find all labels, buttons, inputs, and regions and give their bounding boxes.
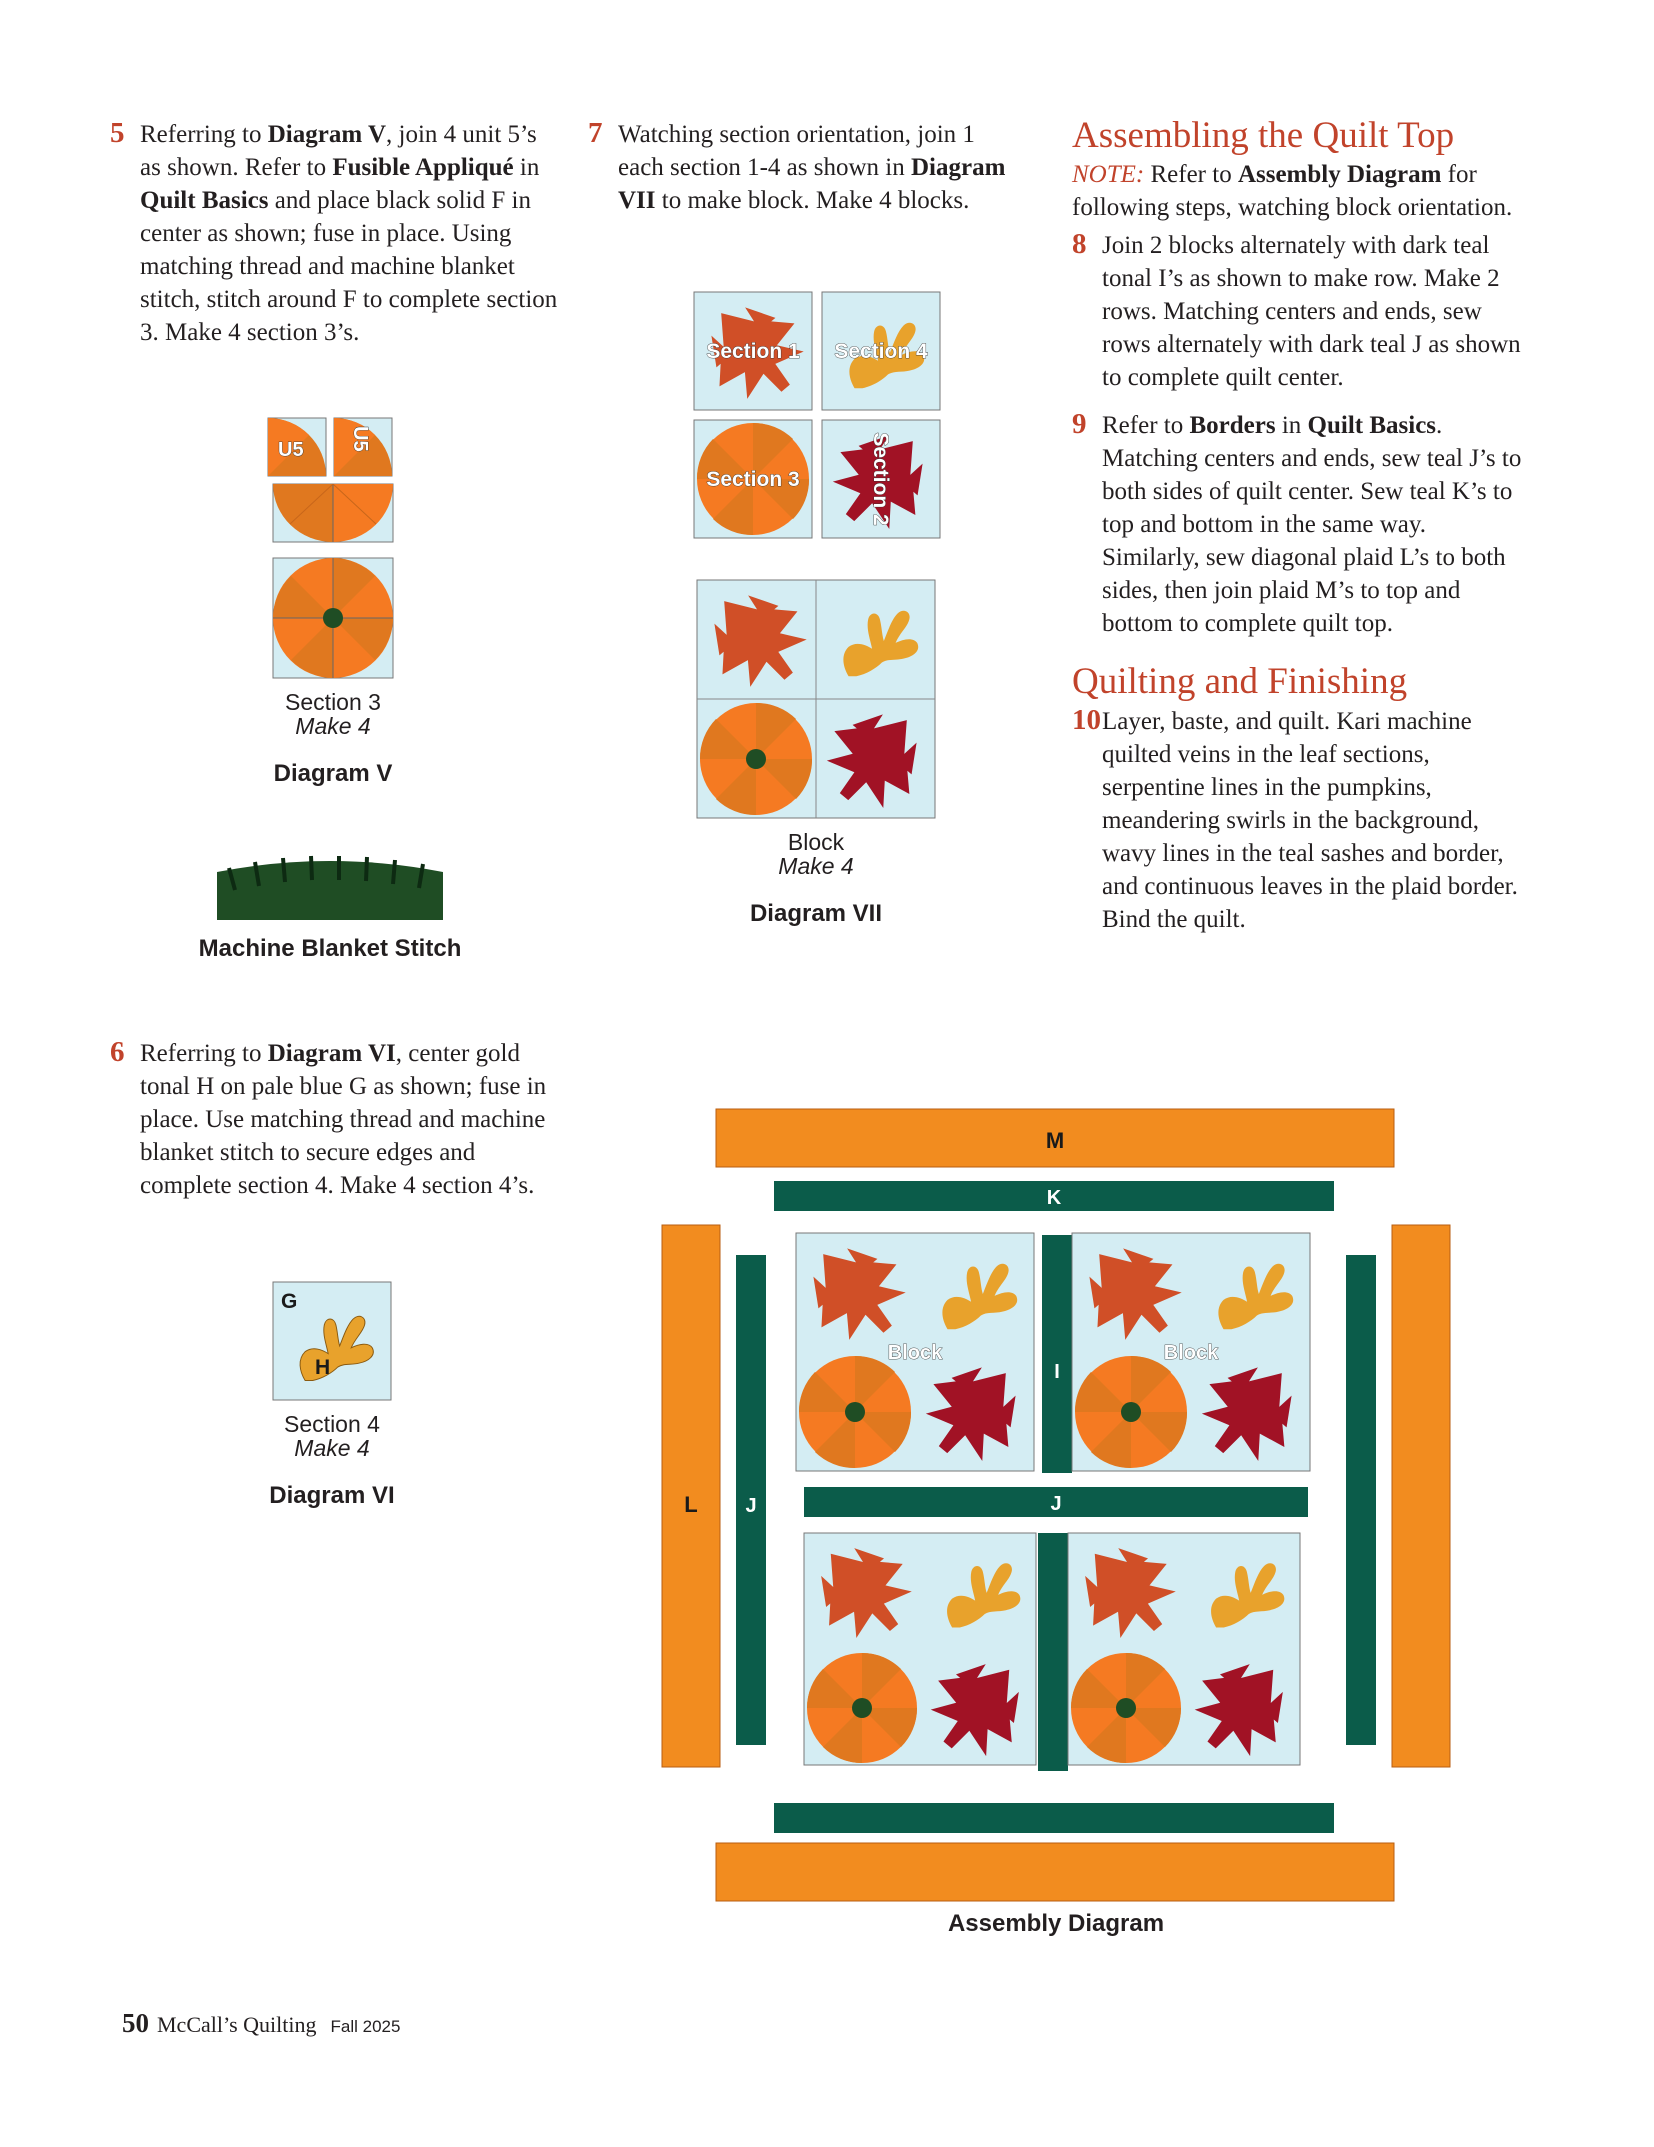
heading-assembling: Assembling the Quilt Top (1072, 115, 1455, 156)
section-2 (812, 410, 951, 549)
label-j: J (745, 1495, 757, 1517)
step-8: 8 Join 2 blocks alternately with dark teal tonal I’s as shown to make row. Make 2 rows. Matching centers and ends, sew rows alternately with dark teal J as shown to complete quilt center. (1072, 228, 1521, 391)
unit-5-left (268, 418, 326, 476)
step-number: 8 (1072, 228, 1087, 260)
diagram-title: Diagram VI (269, 1482, 395, 1509)
border-l-right (1392, 1225, 1450, 1767)
diagram-vi-caption (232, 1412, 432, 1510)
section-label: Section 3 (706, 468, 800, 491)
border-m-bottom (716, 1843, 1394, 1901)
border-k-bottom (774, 1803, 1334, 1833)
diagram-v-caption (233, 690, 433, 788)
unit-label: U5 (278, 439, 304, 461)
page-number: 50 (122, 2008, 149, 2038)
blanket-stitch-caption: Machine Blanket Stitch (198, 935, 462, 962)
quilt-block (1058, 1523, 1310, 1776)
step-number: 7 (588, 117, 603, 149)
label-l: L (684, 1492, 698, 1517)
block-label: Block (1163, 1342, 1219, 1364)
unit-pair-bottom (273, 484, 393, 542)
section-label: Section 1 (706, 340, 800, 363)
diagram-vii-sections (694, 292, 944, 542)
step-7: 7 Watching section orientation, join 1 each section 1-4 as shown in Diagram VII to make block. Make 4 blocks. (588, 117, 1006, 214)
center-circle (323, 608, 343, 628)
diagram-vi (273, 1282, 391, 1400)
diagram-vii-caption (716, 830, 916, 928)
sash-i-top (1042, 1235, 1072, 1473)
diagram-title: Diagram VII (749, 900, 883, 927)
label-h: H (315, 1356, 331, 1379)
step-6: 6 Referring to Diagram VI, center gold tonal H on pale blue G as shown; fuse in place. Use matching thread and machine blanket stitch to secure edges and complete section 4. Make 4 section 4’s. (110, 1036, 547, 1199)
section-title: Section 3 (285, 689, 381, 715)
quilt-block (786, 1222, 1044, 1480)
heading-quilting: Quilting and Finishing (1072, 661, 1408, 702)
issue-date: Fall 2025 (330, 2017, 401, 2036)
section-1 (684, 281, 823, 420)
step-10: 10Layer, baste, and quilt. Kari machine quilted veins in the leaf sections, serpentine lines in the pumpkins, meandering swirls in the background, wavy lines in the teal sashes and border, and continuous leaves in the plaid border. Bind the quilt. (1072, 704, 1518, 933)
step-number: 6 (110, 1036, 125, 1068)
magazine-name: McCall’s Quilting (157, 2012, 317, 2037)
label-g: G (281, 1290, 298, 1313)
assembly-diagram-caption: Assembly Diagram (947, 1910, 1165, 1937)
diagram-title: Diagram V (273, 760, 393, 787)
step-number: 9 (1072, 408, 1087, 440)
make-count: Make 4 (295, 713, 371, 739)
border-j-right (1346, 1255, 1376, 1745)
section-label: Section 2 (869, 432, 892, 526)
section-4 (822, 292, 940, 410)
make-count: Make 4 (294, 1435, 370, 1461)
label-k: K (1046, 1187, 1062, 1209)
label-i: I (1054, 1361, 1060, 1383)
assembly-diagram (660, 1105, 1452, 1905)
section-3 (694, 420, 812, 538)
diagram-vii-block (697, 580, 935, 818)
step-number: 5 (110, 117, 125, 149)
quilt-block (1062, 1222, 1320, 1480)
step-number: 10 (1072, 704, 1101, 736)
block-title: Block (787, 829, 845, 855)
label-j: J (1050, 1493, 1062, 1515)
unit-label: U5 (349, 426, 371, 452)
quilt-block (794, 1523, 1046, 1776)
assembling-section (1072, 114, 1527, 936)
blanket-stitch-illustration (215, 852, 445, 922)
section-3-block (273, 558, 393, 678)
page-footer (122, 2008, 400, 2039)
note: NOTE: Refer to Assembly Diagram for following steps, watching block orientation. (1072, 161, 1513, 221)
step-5: 5 Referring to Diagram V, join 4 unit 5’s as shown. Refer to Fusible Appliqué in Quilt Basics and place black solid F in center as shown; fuse in place. Using matching thread and machine blanket stitch, stitch around F to complete section 3. Make 4 section 3’s. (110, 117, 558, 346)
label-m: M (1045, 1128, 1065, 1153)
section-title: Section 4 (284, 1411, 380, 1437)
step-9: 9 Refer to Borders in Quilt Basics. Matching centers and ends, sew teal J’s to both sides of quilt center. Sew teal K’s to top and bottom in the same way. Similarly, sew diagonal plaid L’s to both sides, then join plaid M’s to top and bottom to complete quilt top. (1072, 408, 1522, 637)
unit-5-right (334, 418, 392, 476)
block-label: Block (887, 1342, 943, 1364)
diagram-v (268, 418, 398, 678)
sash-i-bottom (1038, 1533, 1068, 1771)
section-label: Section 4 (834, 340, 928, 363)
make-count: Make 4 (778, 853, 854, 879)
